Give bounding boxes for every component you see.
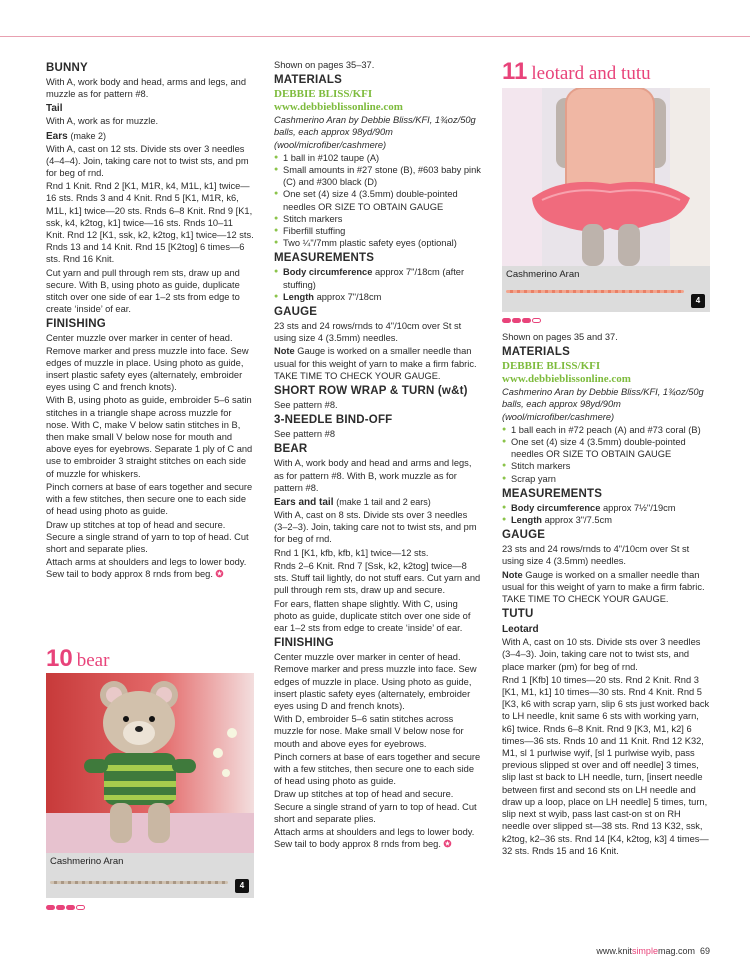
brand-url: www.debbieblissonline.com <box>274 101 403 114</box>
ears-tail-heading: Ears and tail (make 1 tail and 2 ears) <box>274 497 431 509</box>
finishing-p2: With B, using photo as guide, embroider 5–6 satin stitches in a triangle shape across muzzle for nose. With C, make V below satin stitches in B, then make small V below nose for mouth and above eyes for eyebrows. Separate 1 ply of C and use to embroider 3 straight stitches on each side of muzzle for whiskers. <box>46 395 253 479</box>
finishing-p5: Attach arms at shoulders and legs to lower body. Sew tail to body approx 8 rnds from beg. ✪ <box>274 826 475 850</box>
materials-list <box>502 424 710 485</box>
materials-heading: MATERIALS <box>502 346 571 359</box>
finishing-p3: Pinch corners at base of ears together and secure with a few stitches, then secure one to each side of head using photo as guide. <box>274 751 481 787</box>
end-mark-icon: ✪ <box>443 839 452 850</box>
column-3 <box>502 331 710 858</box>
bunny-heading: BUNNY <box>46 62 88 74</box>
yarn-label: Cashmerino Aran <box>50 856 124 867</box>
tutu-photo <box>502 88 710 266</box>
finishing-p3: Pinch corners at base of ears together and secure with a few stitches, then secure one to each side of head using photo as guide. <box>46 481 253 517</box>
ears-finish: Cut yarn and pull through rem sts, draw up and secure. With B, using photo as guide, duplicate stitch over one side of ear 1–2 sts from edge to create ‘inside’ of ear. <box>46 267 240 315</box>
pattern-10-title <box>46 645 109 673</box>
page-footer <box>596 946 710 956</box>
list-item: ● Length approx 3"/7.5cm <box>502 514 710 526</box>
bear-photo <box>46 673 254 853</box>
finishing-heading: FINISHING <box>274 637 334 650</box>
yarn-strand <box>50 881 228 884</box>
gauge-heading: GAUGE <box>502 529 546 542</box>
column-2 <box>274 59 482 851</box>
list-item: ● One set (4) size 4 (3.5mm) double-pointed needles OR SIZE TO OBTAIN GAUGE <box>274 188 482 212</box>
ears-tail-text: With A, cast on 8 sts. Divide sts over 3 needles (3–2–3). Join, taking care not to twist sts, and pm for beg of rnd. <box>274 510 477 545</box>
pattern-11-title <box>502 58 651 86</box>
gauge-text: 23 sts and 24 rows/rnds to 4"/10cm over St st using size 4 (3.5mm) needles. <box>502 544 690 567</box>
pattern-name: leotard and tutu <box>531 63 651 84</box>
bear-text: With A, work body and head and arms and legs, as for pattern #8. With B, work muzzle as for pattern #8. <box>274 458 472 493</box>
measurements-heading: MEASUREMENTS <box>274 252 375 265</box>
gauge-text: 23 sts and 24 rows/rnds to 4"/10cm over St st using size 4 (3.5mm) needles. <box>274 321 462 344</box>
gauge-heading: GAUGE <box>274 306 318 319</box>
yarn-bar-bear <box>46 853 254 898</box>
difficulty-rating <box>502 318 541 323</box>
gauge-note: Note Gauge is worked on a smaller needle than usual for this weight of yarn to make a firm fabric. TAKE TIME TO CHECK YOUR GAUGE. <box>274 346 477 381</box>
pattern-number: 10 <box>46 645 73 672</box>
pattern-name: bear <box>76 650 110 671</box>
bind-off-text: See pattern #8 <box>274 429 335 440</box>
brand: DEBBIE BLISS/KFI <box>502 360 601 373</box>
list-item: ● Stitch markers <box>274 213 482 225</box>
short-row-heading: SHORT ROW WRAP & TURN (w&t) <box>274 385 468 398</box>
short-row-text: See pattern #8. <box>274 400 338 411</box>
list-item: ● Fiberfill stuffing <box>274 225 482 237</box>
yarn-description: Cashmerino Aran by Debbie Bliss/KFI, 1¾oz/50g balls, each approx 98yd/90m (wool/microfiber/cashmere) <box>274 115 476 150</box>
site-url: www.knitsimplemag.com <box>596 946 695 956</box>
list-item: ● Body circumference approx 7½"/19cm <box>502 502 710 514</box>
measurements-list <box>502 502 710 526</box>
list-item: ● Length approx 7"/18cm <box>274 291 482 303</box>
ears-heading: Ears (make 2) <box>46 130 106 142</box>
gauge-note: Note Gauge is worked on a smaller needle than usual for this weight of yarn to make a firm fabric. TAKE TIME TO CHECK YOUR GAUGE. <box>502 569 705 605</box>
list-item: ● One set (4) size 4 (3.5mm) double-pointed needles OR SIZE TO OBTAIN GAUGE <box>502 436 710 460</box>
list-item: ● 1 ball each in #72 peach (A) and #73 coral (B) <box>502 424 710 436</box>
finishing-p2: With D, embroider 5–6 satin stitches across muzzle for nose. Make small V below nose for mouth and above eyes for eyebrows. <box>274 714 464 749</box>
finishing-p1: Center muzzle over marker in center of head. Remove marker and press muzzle into face. Sew edges of muzzle in place. Using photo as guide, insert plastic safety eyes (alternately, embroider eyes using C and french knots). <box>46 333 249 393</box>
tail-heading: Tail <box>46 103 63 115</box>
finishing-p1: Center muzzle over marker in center of head. Remove marker and press muzzle into face. Sew edges of muzzle in place. Using photo as guide, insert plastic safety eyes (alternately, embroider eyes using D and french knots). <box>274 652 477 711</box>
weight-badge-icon: 4 <box>691 294 705 308</box>
brand: DEBBIE BLISS/KFI <box>274 88 373 101</box>
list-item: ● Small amounts in #27 stone (B), #603 baby pink (C) and #300 black (D) <box>274 164 482 188</box>
shown-on: Shown on pages 35–37. <box>274 60 375 70</box>
weight-badge-icon: 4 <box>235 879 249 893</box>
measurements-list <box>274 266 482 303</box>
finishing-p4: Draw up stitches at top of head and secure. Secure a single strand of yarn to top of head. Cut short and separate plies. <box>46 519 249 554</box>
ears-text: With A, cast on 12 sts. Divide sts over 3 needles (4–4–4). Join, taking care not to twist sts, and pm for beg of rnd. <box>46 143 249 179</box>
bunny-intro: With A, work body and head, arms and legs, and muzzle as for pattern #8. <box>46 77 246 100</box>
list-item: ● Scrap yarn <box>502 473 710 485</box>
finishing-p4: Draw up stitches at top of head and secure. Secure a single strand of yarn to top of head. Cut short and separate plies. <box>274 789 477 824</box>
materials-heading: MATERIALS <box>274 74 343 87</box>
bear-heading: BEAR <box>274 443 308 456</box>
materials-list <box>274 152 482 250</box>
column-1 <box>46 59 254 582</box>
ears-tail-rnds: Rnds 2–6 Knit. Rnd 7 [Ssk, k2, k2tog] twice—8 sts. Stuff tail lightly, do not stuff ears. Cut yarn and pull through rem sts, draw up and secure. <box>274 560 481 596</box>
header-rule <box>0 36 750 37</box>
yarn-description: Cashmerino Aran by Debbie Bliss/KFI, 1¾oz/50g balls, each approx 98yd/90m (wool/microfiber/cashmere) <box>502 387 704 422</box>
difficulty-rating <box>46 905 85 910</box>
page-number: 69 <box>699 946 710 956</box>
tutu-heading: TUTU <box>502 608 534 621</box>
measurements-heading: MEASUREMENTS <box>502 487 603 500</box>
list-item: ● Stitch markers <box>502 460 710 472</box>
leotard-rounds: Rnd 1 [Kfb] 10 times—20 sts. Rnd 2 Knit. Rnd 3 [K1, M1, k1] 10 times—30 sts. Rnd 4 Knit. Rnd 5 [K3, k6 with scrap yarn, slip 6 sts just worked back to LH needle, knit same 6 sts with working yarn, k6] twice. Rnds 6–8 Knit. Rnd 9 [K3, M1, k2] 6 times—36 sts. Rnds 10 and 11 Knit. Rnd 12 K32, M1, sl 1 purlwise wyif, [sl 1 purlwise wyib, pass previous slipped st over and off needle] 3 times, slip last st back to LH needle, turn, [insert needle between first and second sts on LH needle and draw up a loop, place on LH needle] 5 times, turn, slip next st wyib, pass last cast-on st on RH needle over slipped st—38 sts. Rnd 13 K32, ssk, k2tog, k2–36 sts. Rnd 14 [K4, k2tog, k3] 4 times—32 sts. Rnds 15 and 16 Knit. <box>502 674 710 856</box>
finishing-p5: Attach arms at shoulders and legs to lower body. Sew tail to body approx 8 rnds from beg. ✪ <box>46 557 247 580</box>
end-mark-icon: ✪ <box>215 569 224 580</box>
tail-text: With A, work as for muzzle. <box>46 116 159 127</box>
list-item: ● Two ¼"/7mm plastic safety eyes (optional) <box>274 237 482 249</box>
leotard-heading: Leotard <box>502 624 539 636</box>
bind-off-heading: 3-NEEDLE BIND-OFF <box>274 414 393 427</box>
yarn-label: Cashmerino Aran <box>506 269 580 280</box>
ears-rounds: Rnd 1 Knit. Rnd 2 [K1, M1R, k4, M1L, k1] twice—16 sts. Rnds 3 and 4 Knit. Rnd 5 [K1, M1R, k6, M1L, k1] twice—20 sts. Rnds 6–8 Knit. Rnd 9 [K1, ssk, k4, k2tog, k1] twice—16 sts. Rnds 10–11 Knit. Rnd 12 [K1, ssk, k2, k2tog, k1] twice—12 sts. Rnds 13 and 14 Knit. Rnd 15 [K2tog] 6 times—6 sts. Rnd 16 Knit. <box>46 181 254 265</box>
pattern-number: 11 <box>502 58 528 85</box>
list-item: ● 1 ball in #102 taupe (A) <box>274 152 482 164</box>
yarn-strand <box>506 290 684 293</box>
finishing-heading: FINISHING <box>46 318 106 331</box>
leotard-text: With A, cast on 10 sts. Divide sts over 3 needles (3–4–3). Join, taking care not to twist sts, and place marker (pm) for beg of rnd. <box>502 637 701 672</box>
brand-url: www.debbieblissonline.com <box>502 373 631 386</box>
ears-note: For ears, flatten shape slightly. With C, using photo as guide, duplicate stitch over one side of ear 1–2 sts from edge to create ‘inside’ of ear. <box>274 598 471 633</box>
yarn-bar-tutu <box>502 266 710 312</box>
list-item: ● Body circumference approx 7"/18cm (after stuffing) <box>274 266 482 290</box>
shown-on: Shown on pages 35 and 37. <box>502 332 618 342</box>
ears-tail-rnd1: Rnd 1 [K1, kfb, kfb, k1] twice—12 sts. <box>274 547 429 558</box>
